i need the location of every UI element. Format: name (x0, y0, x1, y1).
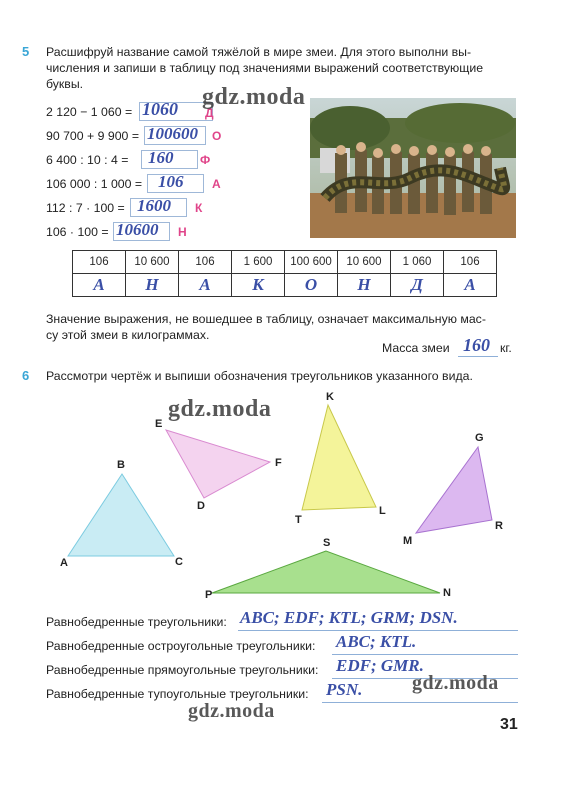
vertex-label-r: R (495, 520, 503, 532)
cipher-letter: Ф (200, 153, 211, 167)
answer-value: 1060 (142, 99, 178, 119)
triangle-ktl (302, 405, 376, 510)
page-number: 31 (500, 716, 518, 733)
table-cell-letter[interactable]: А (73, 274, 126, 297)
answer-label: Равнобедренные прямоугольные треугольники: (46, 663, 319, 677)
answer-value: EDF; GMR. (336, 656, 424, 675)
expression: 106 · 100 = (46, 225, 109, 239)
watermark: gdz.moda (202, 84, 306, 110)
mass-value: 160 (463, 335, 490, 355)
answer-value: 10600 (116, 220, 159, 239)
answer-value: 1600 (137, 196, 171, 215)
table-cell-letter[interactable]: О (285, 274, 338, 297)
table-cell-value: 1 060 (391, 251, 444, 274)
vertex-label-l: L (379, 505, 386, 517)
watermark: gdz.moda (188, 700, 275, 722)
answer-line[interactable] (332, 654, 518, 655)
table-cell-letter[interactable]: Д (391, 274, 444, 297)
table-cell-value: 106 (73, 251, 126, 274)
vertex-label-d: D (197, 500, 205, 512)
task5-note-line2: су этой змеи в килограммах. (46, 328, 210, 342)
watermark: gdz.moda (412, 672, 499, 694)
answer-line[interactable] (322, 702, 518, 703)
vertex-label-g: G (475, 432, 484, 444)
vertex-label-t: T (295, 514, 302, 526)
task5-text-line2: числения и запиши в таблицу под значениями выражений соответствующие (46, 61, 484, 75)
expression: 90 700 + 9 900 = (46, 129, 139, 143)
watermark: gdz.moda (168, 396, 272, 422)
vertex-label-c: C (175, 556, 183, 568)
table-cell-letter[interactable]: К (232, 274, 285, 297)
answer-label: Равнобедренные треугольники: (46, 615, 227, 629)
mass-label: Масса змеи (382, 341, 450, 355)
task6-text: Рассмотри чертёж и выпиши обозначения треугольников указанного вида. (46, 369, 473, 383)
cipher-letter: Н (178, 225, 187, 239)
vertex-label-n: N (443, 587, 451, 599)
table-cell-letter[interactable]: А (179, 274, 232, 297)
cipher-letter: А (212, 177, 221, 191)
vertex-label-f: F (275, 457, 282, 469)
cipher-letter: Д (205, 106, 214, 120)
table-cell-value: 1 600 (232, 251, 285, 274)
table-cell-letter[interactable]: Н (338, 274, 391, 297)
task5-text-line3: буквы. (46, 77, 84, 91)
vertex-label-k: K (326, 391, 334, 403)
triangle-gmr (416, 447, 492, 533)
vertex-label-p: P (205, 589, 213, 601)
answer-value: ABC; EDF; KTL; GRM; DSN. (240, 608, 458, 627)
vertex-label-m: M (403, 535, 413, 547)
expression: 112 : 7 · 100 = (46, 201, 125, 215)
vertex-label-b: B (117, 459, 125, 471)
answer-value: PSN. (326, 680, 363, 699)
answer-line[interactable] (238, 630, 518, 631)
table-cell-value: 106 (444, 251, 497, 274)
answer-value: 106 (158, 172, 184, 191)
table-cell-value: 10 600 (338, 251, 391, 274)
answer-value: ABC; KTL. (336, 632, 417, 651)
task5-text-line1: Расшифруй название самой тяжёлой в мире змеи. Для этого выполни вы- (46, 45, 472, 59)
triangle-psn (212, 551, 440, 593)
cipher-letter: О (212, 129, 222, 143)
cipher-letter: К (195, 201, 203, 215)
vertex-label-e: E (155, 418, 163, 430)
expression: 2 120 − 1 060 = (46, 105, 133, 119)
triangle-edf (166, 430, 270, 498)
table-cell-letter[interactable]: А (444, 274, 497, 297)
answer-value: 160 (148, 148, 174, 167)
vertex-label-s: S (323, 537, 331, 549)
expression: 6 400 : 10 : 4 = (46, 153, 129, 167)
table-cell-value: 10 600 (126, 251, 179, 274)
task5-note-line1: Значение выражения, не вошедшее в таблицу, означает максимальную мас- (46, 312, 486, 326)
answer-value: 100600 (147, 124, 198, 143)
mass-unit: кг. (500, 341, 512, 355)
triangle-abc (68, 474, 174, 556)
task5-number: 5 (22, 44, 30, 59)
vertex-label-a: A (60, 557, 68, 569)
expression: 106 000 : 1 000 = (46, 177, 143, 191)
answer-label: Равнобедренные тупоугольные треугольники: (46, 687, 309, 701)
task6-number: 6 (22, 368, 30, 383)
table-cell-value: 100 600 (285, 251, 338, 274)
table-cell-value: 106 (179, 251, 232, 274)
table-cell-letter[interactable]: Н (126, 274, 179, 297)
answer-label: Равнобедренные остроугольные треугольники: (46, 639, 316, 653)
